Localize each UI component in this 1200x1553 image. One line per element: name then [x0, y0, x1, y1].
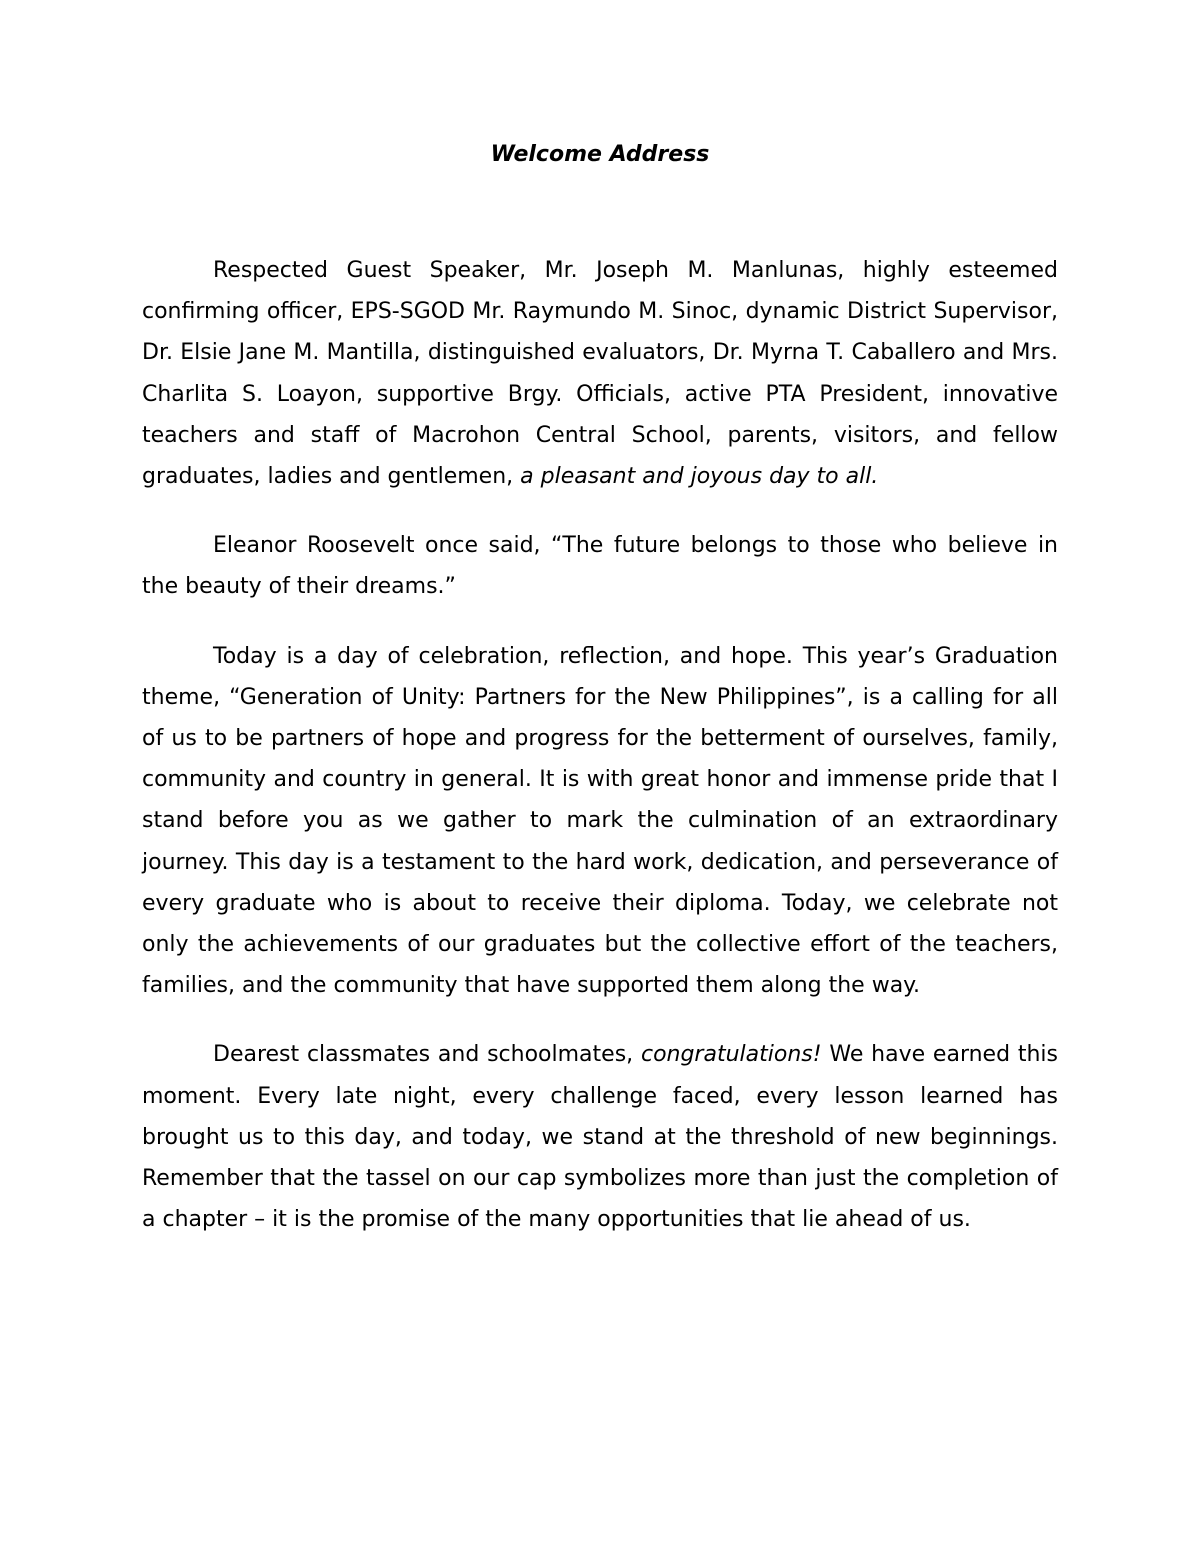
greeting-text: Respected Guest Speaker, Mr. Joseph M. Manlunas, highly esteemed confirming officer, EPS-SGOD Mr. Raymundo M. Sinoc, dynamic District Supervisor, Dr. Elsie Jane M. Mantilla, distinguished evaluators, Dr. Myrna T. Caballero and Mrs. Charlita S. Loayon, supportive Brgy. Officials, active PTA President, innovative teachers and staff of Macrohon Central School, parents, visitors, and fellow graduates, ladies and gentlemen, [142, 258, 1058, 490]
greeting-emphasis: a pleasant and joyous day to all. [520, 464, 879, 490]
classmates-text-after: We have earned this moment. Every late night, every challenge faced, every lesson learned has brought us to this day, and today, we stand at the threshold of new beginnings. Remember that the tassel on our cap symbolizes more than just the completion of a chapter – it is the promise of the many opportunities that lie ahead of us. [142, 1042, 1059, 1233]
document-body [142, 250, 1058, 1240]
paragraph-quote: Eleanor Roosevelt once said, “The future belongs to those who believe in the beauty of their dreams.” [142, 533, 1058, 600]
document-title: Welcome Address [490, 142, 710, 167]
paragraph-theme: Today is a day of celebration, reflection, and hope. This year’s Graduation theme, “Generation of Unity: Partners for the New Philippines”, is a calling for all of us to be partners of hope and progress for the betterment of ourselves, family, community and country in general. It is with great honor and immense pride that I stand before you as we gather to mark the culmination of an extraordinary journey. This day is a testament to the hard work, dedication, and perseverance of every graduate who is about to receive their diploma. Today, we celebrate not only the achievements of our graduates but the collective effort of the teachers, families, and the community that have supported them along the way. [142, 643, 1058, 999]
paragraph-classmates [142, 1034, 1058, 1240]
classmates-text-before: Dearest classmates and schoolmates, [213, 1042, 641, 1068]
paragraph-greeting [142, 250, 1058, 497]
classmates-emphasis: congratulations! [640, 1042, 822, 1068]
